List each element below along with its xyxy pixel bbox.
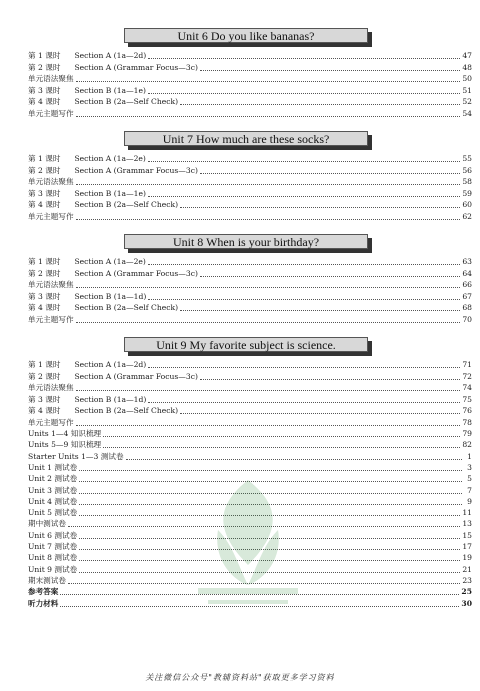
dot-leader (180, 310, 460, 311)
dot-leader (148, 161, 460, 162)
entry-label: Unit 8 测试卷 (28, 553, 78, 563)
dot-leader (148, 196, 460, 197)
entry-title (28, 269, 198, 279)
entry-title (28, 280, 74, 290)
entry-label: 第 4 课时 (28, 97, 61, 106)
page-number: 75 (462, 394, 472, 404)
dot-leader (148, 264, 460, 265)
entry-label: 单元主题写作 (28, 108, 74, 118)
toc-entry (28, 371, 472, 382)
page-number: 74 (462, 383, 472, 392)
dot-leader (76, 287, 461, 288)
toc-entry (28, 85, 472, 96)
entry-section: Section B (2a—Self Check) (74, 406, 179, 415)
dot-leader (200, 70, 460, 71)
page-number: 15 (462, 530, 472, 540)
page-number: 68 (462, 303, 472, 312)
toc-entry (28, 108, 472, 119)
page-number: 63 (462, 257, 472, 266)
dot-leader (126, 459, 462, 460)
page-number: 3 (467, 462, 472, 472)
dot-leader (148, 402, 460, 403)
entry-section: Section B (2a—Self Check) (74, 303, 179, 312)
unit-7-title: Unit 7 How much are these socks? (124, 131, 368, 146)
entry-label: 单元语法聚焦 (28, 280, 74, 289)
entry-label: Unit 9 测试卷 (28, 564, 78, 574)
page-number: 76 (462, 406, 472, 415)
entry-label: 期末测试卷 (28, 575, 66, 585)
entry-title (28, 315, 74, 325)
entry-label: Starter Units 1—3 测试卷 (28, 451, 124, 461)
entry-label: 第 1 课时 (28, 51, 61, 60)
entry-title (28, 74, 74, 84)
page-number: 23 (462, 575, 472, 585)
toc-entry (28, 394, 472, 405)
toc-entry (28, 73, 472, 84)
entry-label: 第 2 课时 (28, 268, 61, 278)
toc-entry (28, 256, 472, 267)
entry-title (28, 474, 77, 484)
entry-label: 第 1 课时 (28, 360, 61, 369)
entry-title (28, 576, 66, 586)
entry-label: Unit 7 测试卷 (28, 542, 78, 551)
toc-entry (28, 359, 472, 370)
toc-entry (28, 314, 472, 325)
toc-entry (28, 211, 472, 222)
dot-leader (180, 104, 460, 105)
page-number: 62 (462, 211, 472, 221)
page-number: 56 (462, 165, 472, 175)
entry-title (28, 372, 198, 382)
entry-section: Section B (2a—Self Check) (74, 97, 179, 106)
footer-note: 关注微信公众号"教辅资料站"获取更多学习资料 (145, 673, 335, 682)
page-number: 13 (462, 519, 472, 529)
entry-section: Section A (1a—2d) (74, 360, 147, 369)
dot-leader (148, 58, 460, 59)
entry-title (28, 587, 58, 597)
entry-label: 第 4 课时 (28, 200, 61, 209)
page-number: 11 (462, 508, 472, 518)
page-number: 7 (467, 485, 472, 495)
entry-section: Section A (Grammar Focus—3c) (74, 165, 198, 175)
entry-title (28, 292, 146, 302)
page-number: 50 (462, 74, 472, 83)
dot-leader (76, 322, 461, 323)
watermark-logo (178, 470, 318, 620)
entry-label: 第 3 课时 (28, 291, 61, 301)
entry-title (28, 257, 146, 267)
dot-leader (76, 184, 461, 185)
toc-entry (28, 188, 472, 199)
page-number: 55 (462, 154, 472, 163)
entry-title (28, 531, 77, 541)
entry-section: Section B (1a—1d) (74, 394, 147, 404)
entry-label: Unit 1 测试卷 (28, 462, 78, 472)
entry-title (28, 542, 77, 552)
entry-label: 第 2 课时 (28, 165, 61, 175)
dot-leader (148, 93, 460, 94)
page-number: 51 (462, 85, 472, 95)
unit-9-header (124, 337, 372, 355)
entry-title (28, 565, 77, 575)
entry-title (28, 360, 146, 370)
entry-section: Section A (Grammar Focus—3c) (74, 62, 198, 72)
entry-section: Section B (2a—Self Check) (74, 200, 179, 209)
entry-title (28, 177, 74, 187)
entry-title (28, 154, 146, 164)
entry-title (28, 97, 178, 107)
toc-entry (28, 439, 472, 450)
entry-label: 单元主题写作 (28, 314, 74, 324)
dot-leader (200, 276, 460, 277)
toc-entry (28, 50, 472, 61)
unit-8-title: Unit 8 When is your birthday? (124, 234, 368, 249)
entry-label: 第 4 课时 (28, 406, 61, 415)
page-number: 72 (462, 371, 472, 381)
page-number: 64 (462, 268, 472, 278)
entry-label: 听力材料 (28, 598, 59, 608)
page-number: 9 (467, 496, 472, 506)
page-number: 70 (462, 314, 472, 324)
entry-label: 第 1 课时 (28, 154, 61, 163)
page-number: 54 (462, 108, 472, 118)
dot-leader (103, 436, 460, 437)
entry-title (28, 463, 77, 473)
entry-title (28, 200, 178, 210)
entry-label: Units 1—4 知识梳理 (28, 429, 102, 438)
entry-title (28, 109, 74, 119)
entry-label: 单元语法聚焦 (28, 383, 74, 392)
page-number: 21 (462, 564, 472, 574)
page-number: 30 (461, 598, 472, 608)
page-number: 59 (462, 188, 472, 198)
entry-label: Unit 2 测试卷 (28, 474, 78, 484)
dot-leader (103, 447, 460, 448)
entry-label: Unit 4 测试卷 (28, 496, 78, 506)
dot-leader (76, 425, 461, 426)
toc-entry (28, 405, 472, 416)
entry-label: 单元语法聚焦 (28, 177, 74, 186)
entry-label: Units 5—9 知识梳理 (28, 440, 102, 450)
entry-title (28, 452, 124, 462)
entry-label: 第 3 课时 (28, 85, 61, 95)
page-number: 79 (462, 429, 472, 438)
entry-title (28, 429, 101, 439)
toc-entry (28, 428, 472, 439)
entry-label: 单元主题写作 (28, 417, 74, 427)
unit-9-title: Unit 9 My favorite subject is science. (124, 337, 368, 352)
entry-label: 第 2 课时 (28, 371, 61, 381)
page-number: 52 (462, 97, 472, 106)
dot-leader (148, 299, 460, 300)
entry-title (28, 599, 58, 609)
entry-label: 参考答案 (28, 587, 59, 597)
entry-label: 第 3 课时 (28, 188, 61, 198)
toc-entry (28, 382, 472, 393)
entry-label: 第 1 课时 (28, 257, 61, 266)
toc-entry (28, 199, 472, 210)
entry-section: Section A (1a—2e) (74, 257, 146, 266)
page-number: 60 (462, 200, 472, 209)
dot-leader (76, 219, 461, 220)
page-number: 47 (462, 51, 472, 60)
entry-title (28, 406, 178, 416)
entry-section: Section A (Grammar Focus—3c) (74, 371, 198, 381)
page-number: 48 (462, 62, 472, 72)
entry-label: 单元主题写作 (28, 211, 74, 221)
dot-leader (200, 379, 460, 380)
entry-label: Unit 5 测试卷 (28, 508, 78, 518)
entry-title (28, 303, 178, 313)
entry-title (28, 383, 74, 393)
unit-6-header (124, 28, 372, 46)
toc-entry (28, 417, 472, 428)
page-number: 58 (462, 177, 472, 186)
entry-title (28, 51, 146, 61)
dot-leader (76, 81, 461, 82)
toc-entry (28, 268, 472, 279)
dot-leader (76, 116, 461, 117)
entry-label: 期中测试卷 (28, 519, 66, 529)
page-number: 78 (462, 417, 472, 427)
entry-label: 单元语法聚焦 (28, 74, 74, 83)
page-number: 25 (461, 587, 472, 597)
entry-title (28, 486, 77, 496)
entry-title (28, 508, 77, 518)
unit-8-header (124, 234, 372, 252)
dot-leader (180, 207, 460, 208)
entry-title (28, 189, 146, 199)
entry-section: Section A (1a—2e) (74, 154, 146, 163)
entry-section: Section B (1a—1d) (74, 291, 147, 301)
entry-label: 第 4 课时 (28, 303, 61, 312)
entry-title (28, 519, 66, 529)
unit-6-title: Unit 6 Do you like bananas? (124, 28, 368, 43)
entry-label: 第 3 课时 (28, 394, 61, 404)
page-number: 1 (467, 451, 472, 461)
entry-title (28, 166, 198, 176)
toc-entry (28, 302, 472, 313)
toc-entry (28, 279, 472, 290)
dot-leader (76, 390, 461, 391)
toc-entry (28, 96, 472, 107)
page-number: 5 (467, 474, 472, 484)
toc-entry (28, 451, 472, 462)
dot-leader (200, 173, 460, 174)
entry-section: Section A (1a—2d) (74, 51, 147, 60)
entry-label: 第 2 课时 (28, 62, 61, 72)
entry-label: Unit 3 测试卷 (28, 485, 78, 495)
page-number: 17 (462, 542, 472, 551)
dot-leader (148, 367, 460, 368)
entry-section: Section A (Grammar Focus—3c) (74, 268, 198, 278)
toc-entry (28, 62, 472, 73)
page-number: 67 (462, 291, 472, 301)
entry-title (28, 86, 146, 96)
toc-entry (28, 176, 472, 187)
page-number: 71 (462, 360, 472, 369)
unit-7-header (124, 131, 372, 149)
entry-title (28, 212, 74, 222)
entry-title (28, 497, 77, 507)
page-number: 82 (462, 440, 472, 450)
entry-title (28, 418, 74, 428)
toc-entry (28, 165, 472, 176)
entry-section: Section B (1a—1e) (74, 85, 146, 95)
entry-title (28, 63, 198, 73)
entry-title (28, 553, 77, 563)
dot-leader (180, 413, 460, 414)
entry-title (28, 440, 101, 450)
page-number: 66 (462, 280, 472, 289)
page-number: 19 (462, 553, 472, 563)
toc-entry (28, 291, 472, 302)
toc-entry (28, 153, 472, 164)
entry-section: Section B (1a—1e) (74, 188, 146, 198)
entry-title (28, 395, 146, 405)
entry-label: Unit 6 测试卷 (28, 530, 78, 540)
